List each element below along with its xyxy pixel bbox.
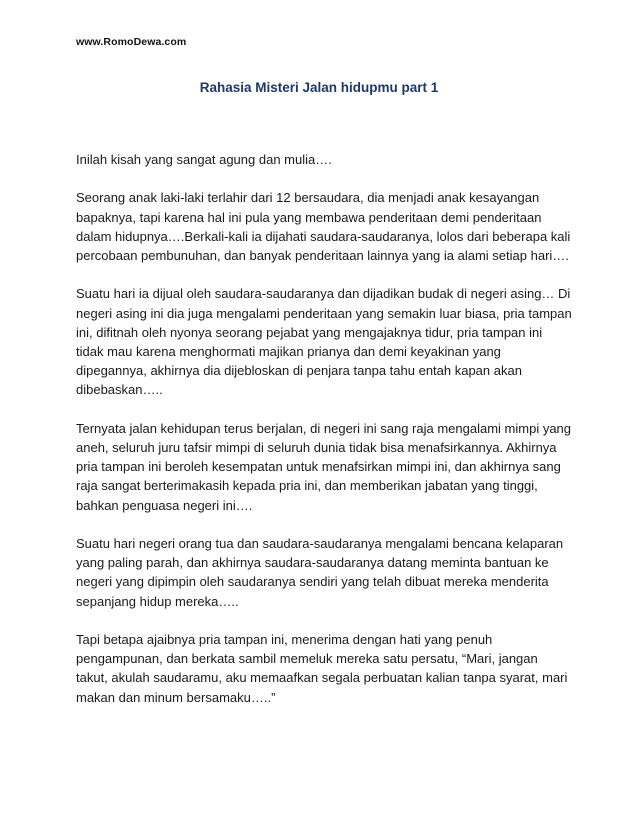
- paragraph-3: Suatu hari ia dijual oleh saudara-saudaranya dan dijadikan budak di negeri asing… Di negeri asing ini dia juga mengalami penderitaan yang semakin luar biasa, pria tampan ini, difitnah oleh nyonya seorang pejabat yang mengajaknya tidur, pria tampan ini tidak mau karena menghormati majikan prianya dan demi keyakinan yang dipegannya, akhirnya dia dijebloskan di penjara tanpa tahu entah kapan akan dibebaskan…..: [76, 286, 572, 398]
- paragraph-4: Ternyata jalan kehidupan terus berjalan, di negeri ini sang raja mengalami mimpi yang aneh, seluruh juru tafsir mimpi di seluruh dunia tidak bisa menafsirkannya. Akhirnya pria tampan ini beroleh kesempatan untuk menafsirkan mimpi ini, dan akhirnya sang raja sangat berterimakasih kepada pria ini, dan memberikan jabatan yang tinggi, bahkan penguasa negeri ini….: [76, 420, 572, 513]
- document-body: [76, 150, 572, 726]
- paragraph-5: Suatu hari negeri orang tua dan saudara-saudaranya mengalami bencana kelaparan yang paling parah, dan akhirnya saudara-saudaranya datang meminta bantuan ke negeri yang dipimpin oleh saudaranya sendiri yang telah dibuat mereka menderita sepanjang hidup mereka…..: [76, 536, 564, 609]
- paragraph-1: Inilah kisah yang sangat agung dan mulia….: [76, 152, 332, 167]
- paragraph-2: Seorang anak laki-laki terlahir dari 12 bersaudara, dia menjadi anak kesayangan bapaknya, tapi karena hal ini pula yang membawa penderitaan demi penderitaan dalam hidupnya….Berkali-kali ia dijahati saudara-saudaranya, lolos dari beberapa kali percobaan pembunuhan, dan banyak penderitaan lainnya yang ia alami setiap hari….: [76, 190, 571, 263]
- header-url: www.RomoDewa.com: [76, 36, 187, 48]
- paragraph-6: Tapi betapa ajaibnya pria tampan ini, menerima dengan hati yang penuh pengampunan, dan berkata sambil memeluk mereka satu persatu, “Mari, jangan takut, akulah saudaramu, aku memaafkan segala perbuatan kalian tanpa syarat, mari makan dan minum bersamaku…..”: [76, 632, 568, 705]
- document-title: Rahasia Misteri Jalan hidupmu part 1: [199, 80, 439, 95]
